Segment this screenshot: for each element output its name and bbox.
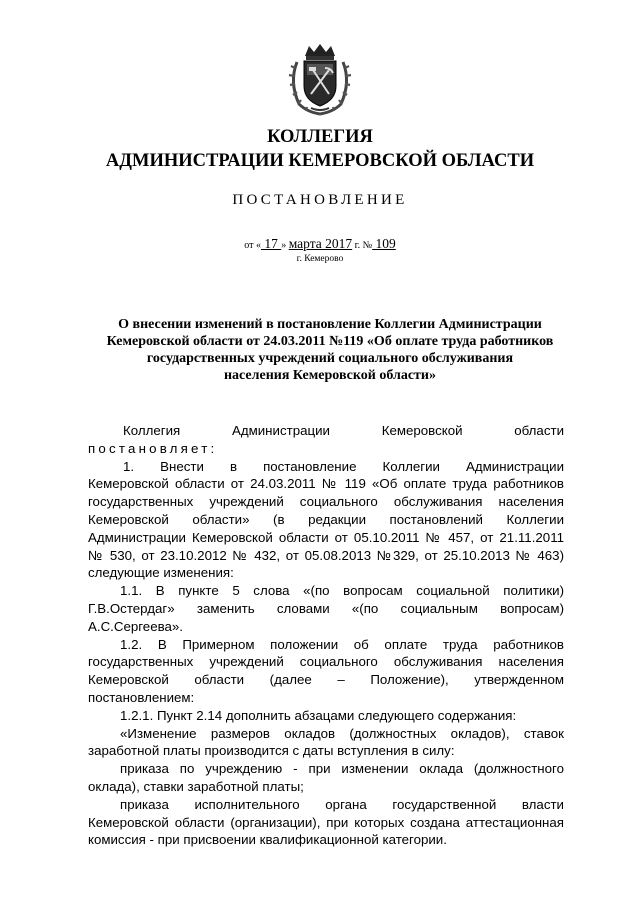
date-number-line xyxy=(0,236,640,252)
title-line: населения Кемеровской области» xyxy=(223,368,437,383)
document-title xyxy=(80,316,580,384)
year-and-number-label: г. № xyxy=(352,240,373,251)
body-line: оклада), ставки заработной платы; xyxy=(88,778,304,794)
body-line: Кемеровской области от 24.03.2011 № 119 «Об оплате труда работников xyxy=(88,476,564,492)
date-month-year: марта 2017 xyxy=(288,236,353,251)
body-line: Кемеровской области» (в редакции постановлений Коллегии xyxy=(88,511,564,527)
organization-name-line1: КОЛЛЕГИЯ xyxy=(267,127,373,147)
body-line: комиссия - при присвоении квалификационной категории. xyxy=(88,832,447,848)
body-line: Г.В.Остердаг» заменить словами «(по социальным вопросам) xyxy=(88,600,564,616)
title-line: Кемеровской области от 24.03.2011 №119 «Об оплате труда работников xyxy=(106,334,554,349)
body-line: Администрации Кемеровской области от 05.10.2011 № 457, от 21.11.2011 xyxy=(88,529,564,545)
document-number: 109 xyxy=(372,236,396,251)
body-line: Кемеровской области (организации), при которых создана аттестационная xyxy=(88,814,564,830)
document-body xyxy=(88,422,564,849)
body-line: 1. Внести в постановление Коллегии Администрации xyxy=(123,458,564,474)
organization-name-line2: АДМИНИСТРАЦИИ КЕМЕРОВСКОЙ ОБЛАСТИ xyxy=(105,151,535,171)
body-line: государственных учреждений социального обслуживания населения xyxy=(88,494,564,510)
date-day: 17 xyxy=(260,236,282,251)
body-line: приказа исполнительного органа государственной власти xyxy=(120,796,564,812)
body-line: государственных учреждений социального обслуживания населения xyxy=(88,654,564,670)
document-type: ПОСТАНОВЛЕНИЕ xyxy=(232,192,408,208)
city: г. Кемерово xyxy=(296,254,344,264)
body-line: 1.2.1. Пункт 2.14 дополнить абзацами следующего содержания: xyxy=(120,707,517,723)
body-line: постановляет: xyxy=(88,440,218,456)
body-line: 1.2. В Примерном положении об оплате труда работников xyxy=(120,636,564,652)
body-line: Коллегия Администрации Кемеровской области xyxy=(123,423,564,438)
coat-of-arms-emblem xyxy=(287,42,353,116)
date-separator: » xyxy=(281,240,289,251)
body-line: № 530, от 23.10.2012 № 432, от 05.08.2013 №329, от 25.10.2013 № 463) xyxy=(88,547,564,563)
body-line: А.С.Сергеева». xyxy=(88,618,183,634)
title-line: государственных учреждений социального обслуживания xyxy=(146,351,514,366)
date-prefix: от « xyxy=(244,240,261,251)
body-line: «Изменение размеров окладов (должностных окладов), ставок xyxy=(120,725,564,741)
body-line: следующие изменения: xyxy=(88,565,234,581)
body-line: Кемеровской области (далее – Положение), утвержденном xyxy=(88,672,564,688)
body-line: постановлением: xyxy=(88,689,195,705)
title-line: О внесении изменений в постановление Коллегии Администрации xyxy=(118,317,542,332)
body-line: приказа по учреждению - при изменении оклада (должностного xyxy=(120,761,564,777)
body-line: заработной платы производится с даты вступления в силу: xyxy=(88,743,455,759)
body-line: 1.1. В пункте 5 слова «(по вопросам социальной политики) xyxy=(120,583,564,599)
